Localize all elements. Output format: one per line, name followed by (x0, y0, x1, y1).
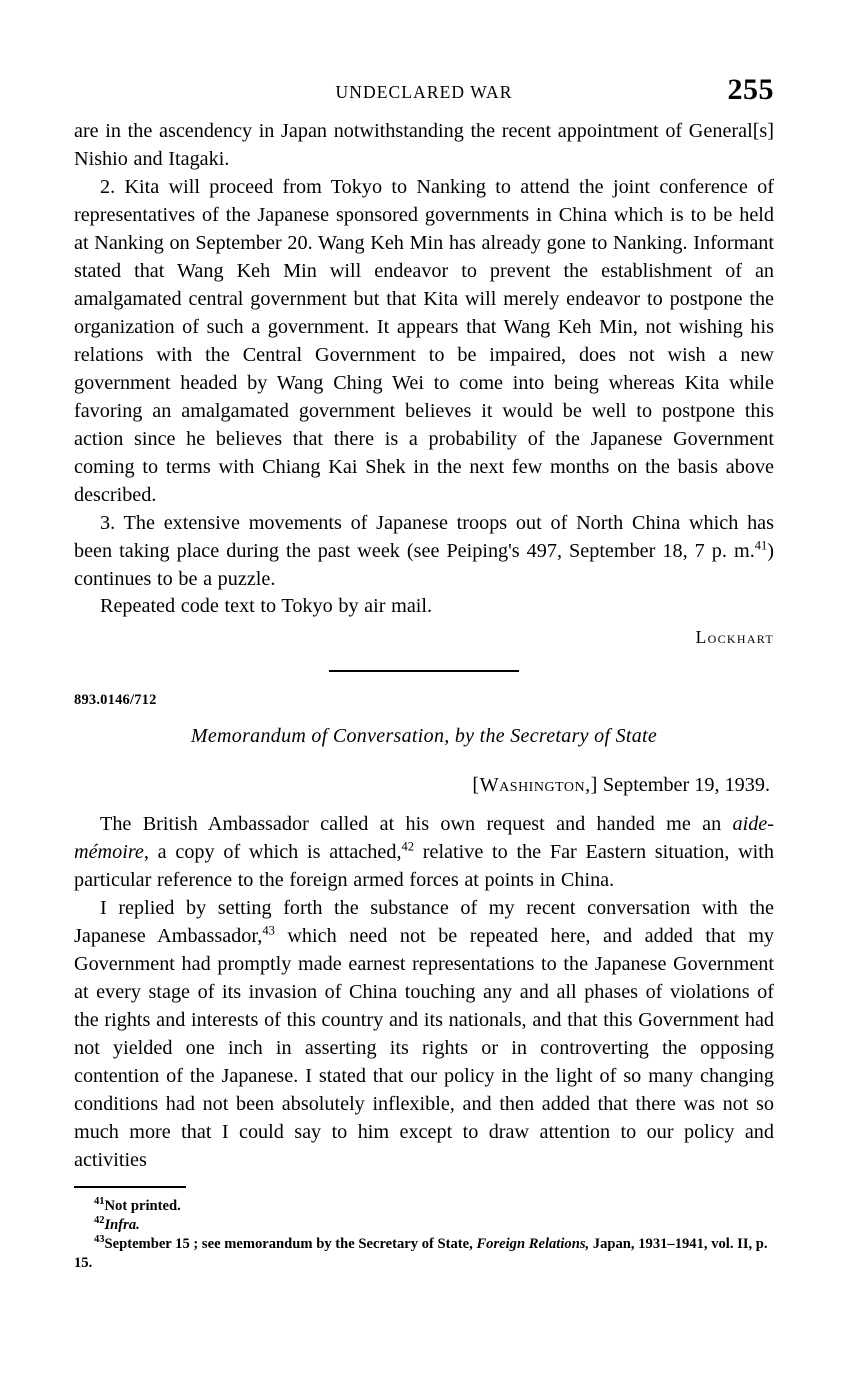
footnote-marker-42: 42 (94, 1214, 105, 1226)
footnote-41-text: Not printed. (104, 1197, 181, 1214)
paragraph-repeated: Repeated code text to Tokyo by air mail. (100, 595, 433, 618)
dateline (74, 774, 774, 797)
footnote-marker-43: 43 (94, 1234, 105, 1246)
paragraph-3-post: ) continues to be a puzzle. (74, 539, 774, 590)
document-title: Memorandum of Conversation, by the Secretary of State (190, 725, 658, 748)
footnote-42 (74, 1216, 774, 1235)
signature-lockhart: Lockhart (695, 627, 774, 648)
dateline-place: [Washington,] (472, 774, 598, 797)
running-head-title: UNDECLARED WAR (335, 82, 513, 102)
footnote-ref-43: 43 (262, 923, 275, 938)
footnotes-section (74, 1186, 774, 1274)
footnote-43-tail: Japan, 1931–1941, vol. II, p. 15. (74, 1236, 768, 1272)
document-file-number: 893.0146/712 (74, 692, 157, 709)
page-content (74, 73, 774, 1175)
memo-p2-b: which need not be repeated here, and added that my Government had promptly made earnest representations to the Japanese Government at every stage of its invasion of China touching any and all phases of violations of the rights and interests of this country and its nationals, and that this Government had not yielded one inch in asserting its rights or in controverting the opposing contention of the Japanese. I stated that our policy in the light of so many changing conditions had not been absolutely inflexible, and then added that there was not so much more that I could say to him except to draw attention to our policy and activities (74, 925, 774, 1172)
memo-p1-a: The British Ambassador called at his own request and handed me an (100, 813, 733, 836)
footnote-43-text: September 15 ; see memorandum by the Secretary of State, (104, 1236, 477, 1253)
paragraph-continued: are in the ascendency in Japan notwithstanding the recent appointment of General[s] Nishio and Itagaki. (74, 120, 774, 170)
paragraph-3 (74, 510, 774, 594)
memo-paragraph-1 (74, 811, 774, 895)
memo-paragraph-2 (74, 895, 774, 1175)
memo-p1-italic: aide-mémoire (74, 813, 774, 864)
section-divider (329, 670, 519, 672)
paragraph-3-pre: 3. The extensive movements of Japanese troops out of North China which has been taking place during the past week (see Peiping's 497, September 18, 7 p. m. (74, 511, 774, 562)
running-head (74, 73, 774, 118)
footnote-43-italic: Foreign Relations, (476, 1236, 590, 1253)
footnote-marker-41: 41 (94, 1195, 105, 1207)
footnote-42-text: Infra. (104, 1216, 140, 1233)
dateline-date: September 19, 1939. (597, 774, 770, 797)
footnote-41 (74, 1197, 774, 1216)
footnote-ref-42: 42 (401, 839, 415, 854)
footnote-ref-41: 41 (754, 537, 768, 552)
page-number: 255 (727, 73, 774, 106)
memo-p2-a: I replied by setting forth the substance of my recent conversation with the Japanese Ambassador, (74, 897, 774, 948)
paragraph-2: 2. Kita will proceed from Tokyo to Nanking to attend the joint conference of representatives of the Japanese sponsored governments in China which is to be held at Nanking on September 20. Wang Keh Min has already gone to Nanking. Informant stated that Wang Keh Min will endeavor to prevent the establishment of an amalgamated central government but that Kita will merely endeavor to postpone the organization of such a government. It appears that Wang Keh Min, not wishing his relations with the Central Government to be impaired, does not wish a new government headed by Wang Ching Wei to come into being whereas Kita while favoring an amalgamated government believes it would be well to postpone this action since he believes that there is a probability of the Japanese Government coming to terms with Chiang Kai Shek in the next few months on the basis above described. (74, 175, 774, 506)
memo-p1-c: relative to the Far Eastern situation, with particular reference to the foreign armed forces at points in China. (74, 841, 774, 892)
memo-p1-b: , a copy of which is attached, (143, 841, 402, 864)
footnote-43 (74, 1235, 774, 1274)
footnote-divider (74, 1186, 186, 1188)
